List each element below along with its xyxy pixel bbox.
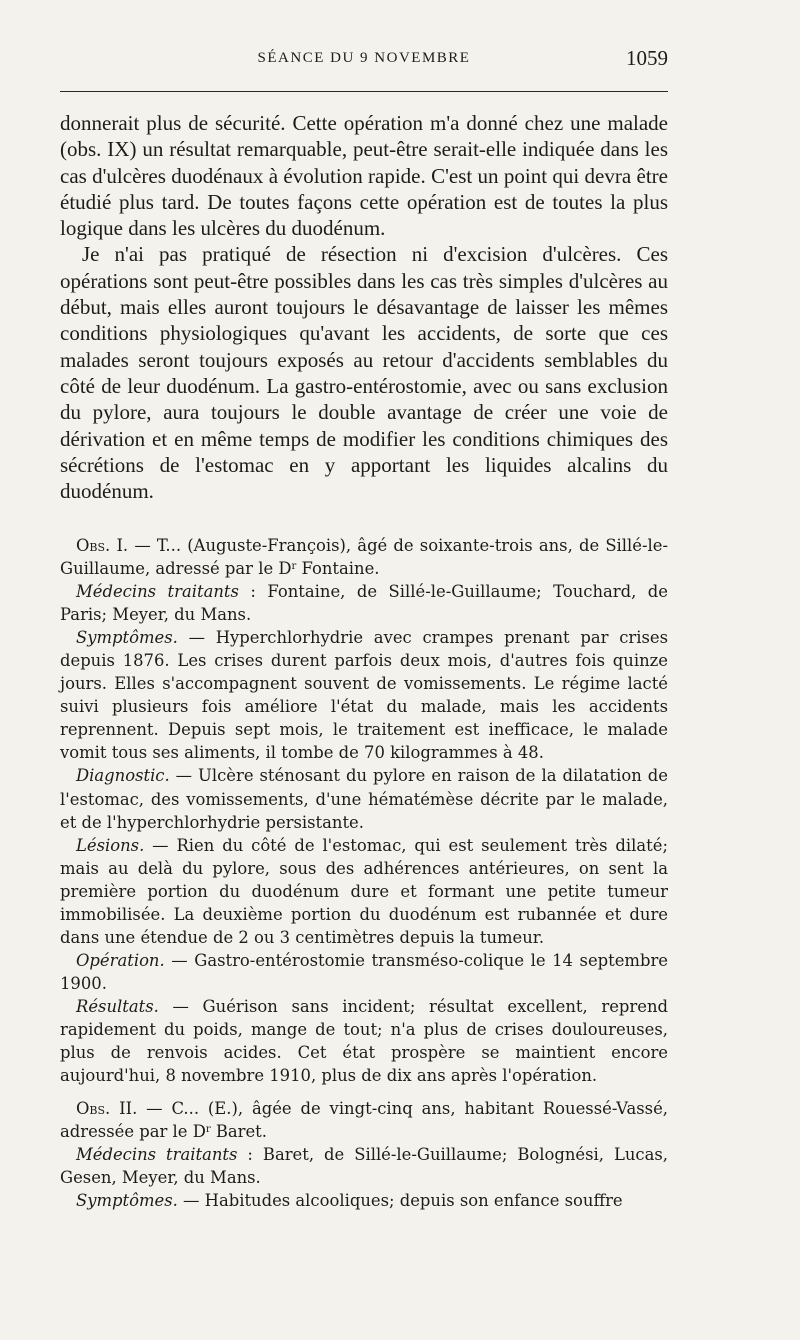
obs-symptomes [60,626,668,764]
obs-intro-text-end: Baret. [210,1122,267,1142]
obs-intro [60,534,668,580]
obs-resultats [60,995,668,1087]
observation-1 [60,534,668,1087]
section-label: Symptômes. [76,1191,178,1211]
section-text: — Rien du côté de l'estomac, qui est seulement très dilaté; mais au delà du pylore, sous des adhérences antérieures, on sent la première portion du duodénum dure et formant une petite tumeur immobilisée. La deuxième portion du duodénum est rubannée et dure dans une étendue de 2 ou 3 centimètres depuis la tumeur. [60,835,668,947]
obs-symptomes [60,1189,668,1212]
obs-operation [60,949,668,995]
section-label: Médecins traitants [76,582,239,602]
section-label: Lésions. [76,835,145,855]
obs-label: Obs. II. [76,1099,138,1118]
superscript: r [205,1124,211,1136]
section-label: Symptômes. [76,628,178,648]
section-text: — Hyperchlorhydrie avec crampes prenant par crises depuis 1876. Les crises durent parfois deux mois, d'autres fois quinze jours. Elles s'accompagnent souvent de vomissements. Le régime lacté suivi plusieurs fois améliore l'état du malade, mais les accidents reprennent. Depuis sept mois, le traitement est inefficace, le malade vomit tous ses aliments, il tombe de 70 kilogrammes à 48. [60,628,668,763]
superscript: r [291,561,297,573]
obs-medecins [60,1143,668,1189]
obs-medecins [60,580,668,626]
section-text: — Ulcère sténosant du pylore en raison de la dilatation de l'estomac, des vomissements, d'une hématémèse décrite par le malade, et de l'hyperchlorhydrie persistante. [60,766,668,832]
body-paragraph: donnerait plus de sécurité. Cette opération m'a donné chez une malade (obs. IX) un résultat remarquable, peut-être serait-elle indiquée dans les cas d'ulcères duodénaux à évolution rapide. C'est un point qui devra être étudié plus tard. De toutes façons cette opération est de toutes la plus logique dans les ulcères du duodénum. [60,111,668,241]
main-text [60,110,668,504]
obs-intro [60,1097,668,1143]
section-label: Résultats. [76,996,159,1016]
section-text: — Guérison sans incident; résultat excellent, reprend rapidement du poids, mange de tout; n'a plus de crises douloureuses, plus de renvois acides. Cet état prospère se maintient encore aujourd'hui, 8 novembre 1910, plus de dix ans après l'opération. [60,996,668,1086]
body-paragraph: Je n'ai pas pratiqué de résection ni d'excision d'ulcères. Ces opérations sont peut-être possibles dans les cas très simples d'ulcères au début, mais elles auront toujours le désavantage de laisser les mêmes conditions physiologiques qu'avant les accidents, de sorte que ces malades seront toujours exposés au retour d'accidents semblables du côté de leur duodénum. La gastro-entérostomie, avec ou sans exclusion du pylore, aura toujours le double avantage de créer une voie de dérivation et en même temps de modifier les conditions chimiques des sécrétions de l'estomac en y apportant les liquides alcalins du duodénum. [60,242,668,504]
section-label: Diagnostic. [76,766,170,786]
obs-lesions [60,834,668,949]
obs-diagnostic [60,764,668,833]
obs-intro-text: — T... (Auguste-François), âgé de soixante-trois ans, de Sillé-le-Guillaume, adressé par le D [60,536,668,579]
section-text: — Habitudes alcooliques; depuis son enfance souffre [177,1191,623,1211]
section-text: : Baret, de Sillé-le-Guillaume; Bolognési, Lucas, Gesen, Meyer, du Mans. [60,1145,668,1188]
section-text: : Fontaine, de Sillé-le-Guillaume; Touchard, de Paris; Meyer, du Mans. [60,582,668,625]
section-label: Médecins traitants [76,1145,238,1165]
running-title: SÉANCE DU 9 NOVEMBRE [257,50,471,66]
obs-intro-text-end: Fontaine. [296,559,380,579]
observation-2 [60,1097,668,1212]
page-number: 1059 [626,46,668,70]
section-label: Opération. [76,950,165,970]
header-rule [60,91,668,92]
obs-intro-text: — C... (E.), âgée de vingt-cinq ans, habitant Rouessé-Vassé, adressée par le D [60,1099,669,1142]
section-text: — Gastro-entérostomie transméso-colique le 14 septembre 1900. [60,950,668,993]
obs-label: Obs. I. [76,536,129,555]
